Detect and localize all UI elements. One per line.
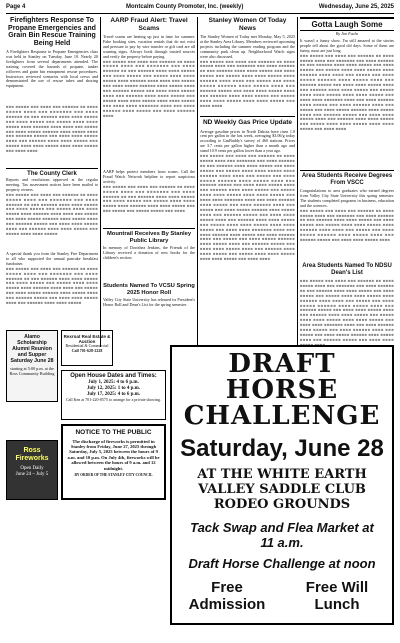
rexroat-ad (61, 330, 113, 366)
vscc-article: Area Students Receive Degrees From VSCC Congratulations to area graduates who earned degrees from Valley City State University this spring semester. The students completed programs in business, education and the sciences. ■■■ ■■■■■ ■■■ ■■■■ ■■■ ■■■■■■ ■■ ■■■■ ■■■■■ ■■■■ ■■■ ■■■■■■■ ■■■ ■■■■ ■■■■■■ ■■ ■■■ ■■■■■■ ■■■■ ■■■■ ■■■■■ ■■■ ■■■■ ■■■■■ ■■■ ■■■■■ ■■■■ ■■■■ ■■■■■ ■■■■ ■■■■■■ ■■■■ ■■■■ ■■■ ■■■■■ ■■■ ■■■■ ■■■■■ ■■■■■■ ■■■■ ■■■■■ ■■■■ ■■■ ■■■■■■ ■■■■■ ■■■ ■■■■ ■■■■ ■■■■■ ■■■■ (300, 173, 394, 243)
rexroat-sub: Residential & Commercial (65, 343, 109, 349)
notice-text: The discharge of fireworks is permitted in Stanley from Friday, June 27, 2025 through Saturday, July 5, 2025 between the hours of 9 a.m. and 10 p.m. On July 4th, fireworks will be allowed between the hours of 9 a.m. and 12 midnight. (67, 438, 160, 471)
fireworks-dates: June 24 – July 5 (15, 472, 49, 477)
open-house-title: Open House Dates and Times: (70, 373, 157, 379)
divider (103, 228, 195, 229)
gas-title: ND Weekly Gas Price Update (202, 119, 293, 126)
draft-horse-title: DRAFT HORSE CHALLENGE (183, 349, 381, 431)
open-house-date-3: July 17, 2025: 4 to 6 p.m. (86, 392, 141, 397)
aarp-title: AARP Fraud Alert: Travel Scams (110, 17, 188, 32)
aarp-continued: AARP helps protect members from scams. Call the Fraud Watch Network helpline to report suspicious activity. ■■■ ■■■■■ ■■■ ■■■■ ■■■ ■■■■■■ ■■ ■■■■ ■■■■■ ■■■■ ■■■ ■■■■■■■ ■■■ ■■■■ ■■■■■■ ■■ ■■■ ■■■■■■ ■■■■ ■■■■ ■■■■■ ■■■ ■■■■ ■■■■■ ■■■ ■■■■■ ■■■■ ■■■■ ■■■■■ ■■■■ ■■■■■■ ■■■■ ■■■■ ■■■■■ ■■■ ■■■ ■■■■■ ■■■ ■■■■■ ■■■■■ ■■■ ■■■■ (103, 169, 195, 214)
vscc-text: Congratulations to area graduates who earned degrees from Valley City State University this spring semester. The students completed programs in business, education and the sciences. (300, 188, 394, 208)
aarp2-text: AARP helps protect members from scams. Call the Fraud Watch Network helpline to report suspicious activity. (103, 169, 195, 184)
notice-by: BY ORDER OF THE STANLEY CITY COUNCIL (74, 472, 153, 477)
aarp-text: Travel scams are heating up just in time for summer. Fake booking sites, vacation rentals that do not exist and pressure to pay by wire transfer or gift card are all warning signs. Always book through trusted sources and verify the property before paying. (103, 34, 195, 59)
firefighters-title: Firefighters Response To Propane Emergencies and Grain Bin Rescue Training Being Held (8, 17, 96, 47)
rexroat-phone: Call 701-628-2228 (71, 348, 103, 354)
firefighters-continued: ■■■ ■■■■■ ■■■ ■■■■ ■■■ ■■■■■■ ■■ ■■■■ ■■■■■ ■■■■ ■■■ ■■■■■■■ ■■■ ■■■■ ■■■■■■ ■■ ■■■ ■■■■■■ ■■■■ ■■■■ ■■■■■ ■■■ ■■■■ ■■■■■ ■■■ ■■■■■ ■■■■ ■■■■ ■■■■■ ■■■■ ■■■■■■ ■■■■ ■■■■ ■■■ ■■■■■ ■■■ ■■■■ ■■■■■ ■■■■■■ ■■■■ ■■■■■ ■■■■ ■■■ ■■■■■■ ■■■■■ ■■■ ■■■■ ■■■■ ■■■■■ ■■■■ ■■■ ■■■■■■ ■■■■ ■■■■ ■■■■■ ■■■ ■■■■■ ■■■■ ■■■■ ■■■■■ ■■■■ ■■■■ ■■■■■ ■■■ ■■■■ ■■■■ (6, 104, 98, 154)
fireworks-sub: Open Daily (20, 466, 44, 471)
draft-horse-date: Saturday, June 28 (180, 435, 384, 462)
aarp-article: AARP Fraud Alert: Travel Scams Travel scams are heating up just in time for summer. Fake booking sites, vacation rentals that do not exist and pressure to pay by wire transfer or gift card are all warning signs. Always book through trusted sources and verify the property before paying. ■■■ ■■■■■ ■■■ ■■■■ ■■■ ■■■■■■ ■■ ■■■■ ■■■■■ ■■■■ ■■■ ■■■■■■■ ■■■ ■■■■ ■■■■■■ ■■ ■■■ ■■■■■■ ■■■■ ■■■■ ■■■■■ ■■■ ■■■■ ■■■■■ ■■■ ■■■■■ ■■■■ ■■■■ ■■■■■ ■■■■ ■■■■■■ ■■■■ ■■■■ ■■■ ■■■■■ ■■■ ■■■■ ■■■■■ ■■■■■■ ■■■■ ■■■■■ ■■■■ ■■■ ■■■■■■ ■■■■■ ■■■ ■■■■ ■■■■ ■■■■■ ■■■■ ■■■ ■■■■■■ ■■■■ ■■■■ ■■■■■ ■■■ ■■■■■ ■■■■ ■■■■ ■■■■■ ■■■■ ■■■■ ■■■■■ ■■■ ■■■■ ■■■■ ■■■■■■■ ■■■■ ■■■ ■■■■ ■■■■■■ ■■■■ ■■■■■ ■■■ ■■■■ ■■■■■■ ■■■■ (103, 17, 195, 118)
stanley-women-title: Stanley Women Of Today News (208, 17, 287, 32)
draft-horse-show: Draft Horse Challenge at noon (188, 556, 376, 571)
county-article: The County Clerk Reports and resolutions approved at the regular meeting. Tax assessment notices have been mailed to property owners. ■■■ ■■■■■ ■■■ ■■■■ ■■■ ■■■■■■ ■■ ■■■■ ■■■■■ ■■■■ ■■■ ■■■■■■■ ■■■ ■■■■ ■■■■■■ ■■ ■■■ ■■■■■■ ■■■■ ■■■■ ■■■■■ ■■■ ■■■■ ■■■■■ ■■■ ■■■■■ ■■■■ ■■■■ ■■■■■ ■■■■ ■■■■■■ ■■■■ ■■■■ ■■■ ■■■■■ ■■■ ■■■■ ■■■■■ ■■■■■■ ■■■■ ■■■■■ ■■■■ ■■■ ■■■■■■ ■■■■■ ■■■ ■■■■ ■■■■ ■■■■■ ■■■■ ■■■ ■■■■■■ ■■■■ ■■■■ ■■■■■ ■■■ ■■■■■ ■■■■ ■■■■ ■■■■■ (6, 171, 98, 236)
open-house-phone: Call Ken at 701-220-8575 to arrange for a private showing. (65, 397, 162, 402)
ndsu-article: Area Students Named To NDSU Dean's List ■■■ ■■■■■ ■■■ ■■■■ ■■■ ■■■■■■ ■■ ■■■■ ■■■■■ ■■■■ ■■■ ■■■■■■■ ■■■ ■■■■ ■■■■■■ ■■ ■■■ ■■■■■■ ■■■■ ■■■■ ■■■■■ ■■■ ■■■■ ■■■■■ ■■■ ■■■■■ ■■■■ ■■■■ ■■■■■ ■■■■ ■■■■■■ ■■■■ ■■■■ ■■■ ■■■■■ ■■■ ■■■■ ■■■■■ ■■■■■■ ■■■■ ■■■■■ ■■■■ ■■■ ■■■■■■ ■■■■■ ■■■ ■■■■ ■■■■ ■■■■■ ■■■■ ■■■ ■■■■■■ ■■■■ ■■■■ ■■■■■ ■■■ ■■■■■ ■■■■ ■■■■ ■■■■■ ■■■■ ■■■■ ■■■■■ ■■■ ■■■■ ■■■■ ■■■■■■■ ■■■■ ■■■ ■■■■ ■■■■■■ ■■■■ ■■■■■ ■■■ ■■■■ ■■■■■■ ■■■■ ■■■ ■■■■■ ■■■ ■■■■ ■■■■■ ■■■■■■ ■■■■ ■■■■■ ■■■■ ■■■ ■■■■■■ ■■■■■ ■■■ ■■■■ ■■■■ (300, 263, 394, 342)
divider (6, 168, 98, 169)
draft-horse-sale: Tack Swap and Flea Market at 11 a.m. (190, 520, 374, 550)
free-lunch: Free Will Lunch (305, 579, 369, 613)
draft-horse-venue: AT THE WHITE EARTH VALLEY SADDLE CLUB RODEO GROUNDS (197, 467, 367, 512)
reunion-sub: starting at 5:00 p.m. at the Ross Community Building (9, 366, 55, 376)
vcsu-article (103, 283, 195, 333)
fireworks-ad (6, 440, 58, 500)
open-house-date-1: July 1, 2025: 4 to 6 p.m. (88, 380, 139, 385)
fireworks-notice (61, 424, 166, 500)
column-rule (197, 17, 198, 347)
page-header (6, 3, 394, 14)
thank-you-text: A special thank you from the Stanley Fire Department to all who supported the annual pancake breakfast fundraiser. (6, 251, 98, 266)
stanley-women-article: Stanley Women Of Today News The Stanley Women of Today met Monday, May 5, 2025 at the Stanley Area Library. Members reviewed upcoming projects including the summer reading program and the community park clean up. Neighborhood Watch signs were also discussed. ■■■ ■■■■■ ■■■ ■■■■ ■■■ ■■■■■■ ■■ ■■■■ ■■■■■ ■■■■ ■■■ ■■■■■■■ ■■■ ■■■■ ■■■■■■ ■■ ■■■ ■■■■■■ ■■■■ ■■■■ ■■■■■ ■■■ ■■■■ ■■■■■ ■■■ ■■■■■ ■■■■ ■■■■ ■■■■■ ■■■■ ■■■■■■ ■■■■ ■■■■ ■■■ ■■■■■ ■■■ ■■■■ ■■■■■ ■■■■■■ ■■■■ ■■■■■ ■■■■ ■■■ ■■■■■■ ■■■■■ ■■■ ■■■■ ■■■■ ■■■■■ ■■■■ ■■■ ■■■■■■ ■■■■ ■■■■ ■■■■■ ■■■ ■■■■■ ■■■■ ■■■■ ■■■■■ ■■■■ ■■■■ ■■■■■ ■■■ ■■■■ ■■■■ (200, 17, 295, 108)
gotta-laugh-author: By Jim Fuchs (335, 31, 359, 36)
thank-you-article: A special thank you from the Stanley Fire Department to all who supported the annual pancake breakfast fundraiser. ■■■ ■■■■■ ■■■ ■■■■ ■■■ ■■■■■■ ■■ ■■■■ ■■■■■ ■■■■ ■■■ ■■■■■■■ ■■■ ■■■■ ■■■■■■ ■■ ■■■ ■■■■■■ ■■■■ ■■■■ ■■■■■ ■■■ ■■■■ ■■■■■ ■■■ ■■■■■ ■■■■ ■■■■ ■■■■■ ■■■■ ■■■■■■ ■■■■ ■■■■ ■■■ ■■■■■ ■■■ ■■■■ ■■■■■ ■■■■■■ ■■■■ ■■■■■ ■■■■ ■■■ ■■■■■■ ■■■■■ ■■■ ■■■■ ■■■■ ■■■■■ ■■■■ ■■■ ■■■■■■ ■■■■ ■■■■ ■■■■■ (6, 251, 98, 306)
fireworks-title: Ross Fireworks (15, 447, 49, 462)
library-text: In memory of Dorothea Jenkins, the Friends of the Library received a donation of new books for the children's section. (103, 245, 195, 260)
notice-title: NOTICE TO THE PUBLIC (75, 429, 152, 436)
divider (200, 116, 295, 117)
reunion-title: Alamo Scholarship Alumni Reunion and Supper Saturday June 28 (10, 334, 54, 364)
county-title: The County Clerk (27, 171, 77, 177)
stanley-women-text: The Stanley Women of Today met Monday, May 5, 2025 at the Stanley Area Library. Members reviewed upcoming projects including the summer reading program and the community park clean up. Neighborhood Watch signs were also discussed. (200, 34, 295, 59)
rexroat-name: Rexroat Real Estate & Auction (63, 334, 111, 345)
paper-name: Montcalm County Promoter, Inc. (weekly) (126, 4, 244, 10)
page-number: Page 4 (6, 4, 26, 10)
column-rule (100, 17, 101, 347)
gotta-laugh-article: Gotta Laugh Some By Jim Fuchs It wasn't a funny show. I'm still amazed at the stories people tell about the good old days. Some of them are funny, most are just long. ■■■ ■■■■■ ■■■ ■■■■ ■■■ ■■■■■■ ■■ ■■■■ ■■■■■ ■■■■ ■■■ ■■■■■■■ ■■■ ■■■■ ■■■■■■ ■■ ■■■ ■■■■■■ ■■■■ ■■■■ ■■■■■ ■■■ ■■■■ ■■■■■ ■■■ ■■■■■ ■■■■ ■■■■ ■■■■■ ■■■■ ■■■■■■ ■■■■ ■■■■ ■■■ ■■■■■ ■■■ ■■■■ ■■■■■ ■■■■■■ ■■■■ ■■■■■ ■■■■ ■■■ ■■■■■■ ■■■■■ ■■■ ■■■■ ■■■■ ■■■■■ ■■■■ ■■■ ■■■■■■ ■■■■ ■■■■ ■■■■■ ■■■ ■■■■■ ■■■■ ■■■■ ■■■■■ ■■■■ ■■■■ ■■■■■ ■■■ ■■■■ ■■■■ ■■■■■■■ ■■■■ ■■■ ■■■■ ■■■■■■ ■■■■ ■■■■■ ■■■ ■■■■ ■■■■■■ ■■■■ ■■■ ■■■■■ ■■■ ■■■■ ■■■■■ ■■■■■■ ■■■■ ■■■■■ ■■■■ ■■■ ■■■■■■ ■■■■■ ■■■ ■■■■ ■■■■ ■■■■■ ■■■■ ■■■ ■■■■■■ ■■■■ ■■■■ ■■■■■ ■■■ ■■■■■ ■■■■ ■■■■ ■■■■■ ■■■■ ■■■■ ■■■■■ ■■■ ■■■■ ■■■■ (300, 17, 394, 167)
gas-article: ND Weekly Gas Price Update Average gasoline prices in North Dakota have risen 1.0 cent per gallon in the last week, averaging $3.06/g today according to GasBuddy's survey of 460 stations. Prices are 3.7 cents per gallon higher than a month ago and stand 10.9 cents per gallon lower than a year ago. ■■■ ■■■■■ ■■■ ■■■■ ■■■ ■■■■■■ ■■ ■■■■ ■■■■■ ■■■■ ■■■ ■■■■■■■ ■■■ ■■■■ ■■■■■■ ■■ ■■■ ■■■■■■ ■■■■ ■■■■ ■■■■■ ■■■ ■■■■ ■■■■■ ■■■ ■■■■■ ■■■■ ■■■■ ■■■■■ ■■■■ ■■■■■■ ■■■■ ■■■■ ■■■ ■■■■■ ■■■ ■■■■ ■■■■■ ■■■■■■ ■■■■ ■■■■■ ■■■■ ■■■ ■■■■■■ ■■■■■ ■■■ ■■■■ ■■■■ ■■■■■ ■■■■ ■■■ ■■■■■■ ■■■■ ■■■■ ■■■■■ ■■■ ■■■■■ ■■■■ ■■■■ ■■■■■ ■■■■ ■■■■ ■■■■■ ■■■ ■■■■ ■■■■ ■■■■■■■ ■■■■ ■■■ ■■■■ ■■■■■■ ■■■■ ■■■■■ ■■■ ■■■■ ■■■■■■ ■■■■ ■■■ ■■■■■ ■■■ ■■■■ ■■■■■ ■■■■■■ ■■■■ ■■■■■ ■■■■ ■■■ ■■■■■■ ■■■■■ ■■■ ■■■■ ■■■■ ■■■■■ ■■■■ ■■■ ■■■■■■ ■■■■ ■■■■ ■■■■■ ■■■ ■■■■■ ■■■■ ■■■■ ■■■■■ ■■■■ ■■■■ ■■■■■ ■■■ ■■■■ ■■■■ ■■■■■■■ ■■■■ ■■■ ■■■■ ■■■■■■ ■■■■ ■■■■■ ■■■ ■■■■ ■■■■■■ ■■■■ ■■■ ■■■■■ ■■■ ■■■■ ■■■■■ ■■■■■■ ■■■■ ■■■■■ ■■■■ ■■■ ■■■■■■ ■■■■■ ■■■ ■■■■ ■■■■ ■■■■■ ■■■■ ■■■ ■■■■■■ ■■■■ ■■■■ ■■■■■ ■■■ ■■■■■ ■■■■ ■■■■ ■■■■■ ■■■■ ■■■■ ■■■■■ ■■■ ■■■■ ■■■■ (200, 119, 295, 262)
open-house-ad (61, 370, 166, 420)
county-text: Reports and resolutions approved at the regular meeting. Tax assessment notices have been mailed to property owners. (6, 177, 98, 192)
library-title: Mountrail Receives By Stanley Public Library (106, 231, 192, 244)
gotta-laugh-title: Gotta Laugh Some (300, 17, 394, 31)
issue-date: Wednesday, June 25, 2025 (318, 4, 394, 10)
open-house-date-2: July 12, 2025: 1 to 4 p.m. (86, 386, 141, 391)
ndsu-title: Area Students Named To NDSU Dean's List (302, 263, 392, 276)
vcsu-title: Students Named To VCSU Spring 2025 Honor Roll (103, 283, 195, 296)
reunion-ad (6, 330, 58, 402)
gotta-laugh-text: It wasn't a funny show. I'm still amazed at the stories people tell about the good old days. Some of them are funny, most are just long. (300, 37, 394, 53)
draft-horse-ad (170, 345, 394, 625)
gas-text: Average gasoline prices in North Dakota have risen 1.0 cent per gallon in the last week, averaging $3.06/g today according to GasBuddy's survey of 460 stations. Prices are 3.7 cents per gallon higher than a month ago and stand 10.9 cents per gallon lower than a year ago. (200, 128, 295, 154)
library-article (103, 231, 195, 281)
divider (300, 170, 394, 171)
vscc-title: Area Students Receive Degrees From VSCC (301, 173, 393, 186)
firefighters-text: A Firefighters Response to Propane Emergencies class was held in Stanley on Tuesday, June 10. Nearly 20 firefighters from several departments attended. The training covered the hazards of propane, tanker rollovers and grain bin entrapment rescue procedures. Instructors reviewed scenarios with local crews and demonstrated the use of rescue tubes and shoring equipment. (6, 49, 98, 89)
column-rule (297, 17, 298, 347)
vcsu-text: Valley City State University has released its President's Honor Roll and Dean's List for the spring semester. (103, 297, 195, 308)
free-admission: Free Admission (188, 579, 266, 613)
